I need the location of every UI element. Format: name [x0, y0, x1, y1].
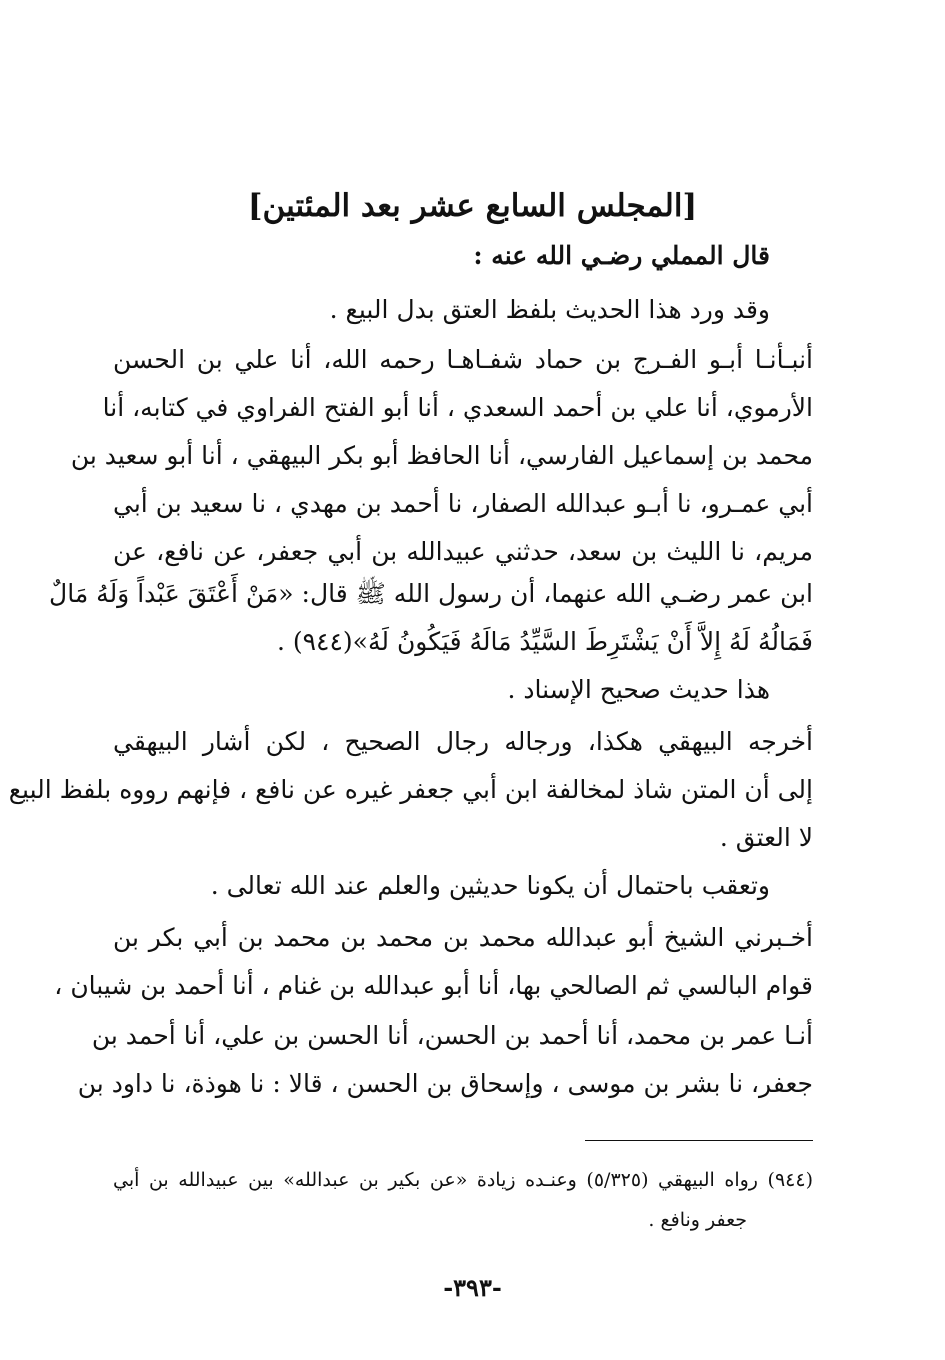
text-line-3: أنبـأنـا أبـو الفـرج بن حماد شفـاهـا رحمه الله، أنا علي بن الحسن [113, 345, 813, 374]
text-line-17: أنـا عمر بن محمد، أنا أحمد بن الحسن، أنا الحسن بن علي، أنا أحمد بن [91, 1021, 813, 1050]
footnote-separator [585, 1140, 813, 1141]
text-line-13: لا العتق . [719, 823, 813, 852]
text-line-6: أبي عمـرو، نا أبـو عبدالله الصفار، نا أحمد بن مهدي ، نا سعيد بن أبي [113, 489, 813, 518]
text-line-1: قال المملي رضـي الله عنه : [473, 241, 770, 270]
page-number: -٣٩٣- [443, 1273, 502, 1302]
text-line-14: وتعقب باحتمال أن يكونا حديثين والعلم عند الله تعالى . [210, 871, 770, 900]
text-line-18: جعفر، نا بشر بن موسى ، وإسحاق بن الحسن ، قالا : نا هوذة، نا داود بن [77, 1069, 813, 1098]
text-line-10: هذا حديث صحيح الإسناد . [507, 675, 770, 704]
footnote-line-2: جعفر ونافع . [648, 1209, 747, 1231]
text-line-15: أخـبرني الشيخ أبو عبدالله محمد بن محمد بن محمد بن أبي بكر بن [113, 923, 813, 952]
text-line-4: الأرموي، أنا علي بن أحمد السعدي ، أنا أبو الفتح الفراوي في كتابه، أنا [102, 393, 813, 422]
text-line-5: محمد بن إسماعيل الفارسي، أنا الحافظ أبو بكر البيهقي ، أنا أبو سعيد بن [70, 441, 813, 470]
section-title: [المجلس السابع عشر بعد المئتين] [247, 188, 698, 224]
text-line-2: وقد ورد هذا الحديث بلفظ العتق بدل البيع . [329, 295, 770, 324]
text-line-9: فَمَالُهُ لَهُ إِلاَّ أَنْ يَشْتَرِطَ السَّيِّدُ مَالَهُ فَيَكُونُ لَهُ»(٩٤٤) . [276, 627, 813, 656]
text-line-7: مريم، نا الليث بن سعد، حدثني عبيدالله بن أبي جعفر، عن نافع، عن [113, 537, 813, 566]
text-line-11: أخرجه البيهقي هكذا، ورجاله رجال الصحيح ، لكن أشار البيهقي [113, 727, 813, 756]
footnote-line-1: (٩٤٤) رواه البيهقي (٥/٣٢٥) وعنـده زيادة «عن بكير بن عبدالله» بين عبيدالله بن أبي [113, 1169, 813, 1191]
text-line-8: ابن عمر رضـي الله عنهما، أن رسول الله ﷺ قال: «مَنْ أَعْتَقَ عَبْداً وَلَهُ مَالٌ [49, 579, 813, 608]
text-line-16: قوام البالسي ثم الصالحي بها، أنا أبو عبدالله بن غنام ، أنا أحمد بن شيبان ، [54, 971, 813, 1000]
text-line-12: إلى أن المتن شاذ لمخالفة ابن أبي جعفر غيره عن نافع ، فإنهم رووه بلفظ البيع [8, 775, 813, 804]
